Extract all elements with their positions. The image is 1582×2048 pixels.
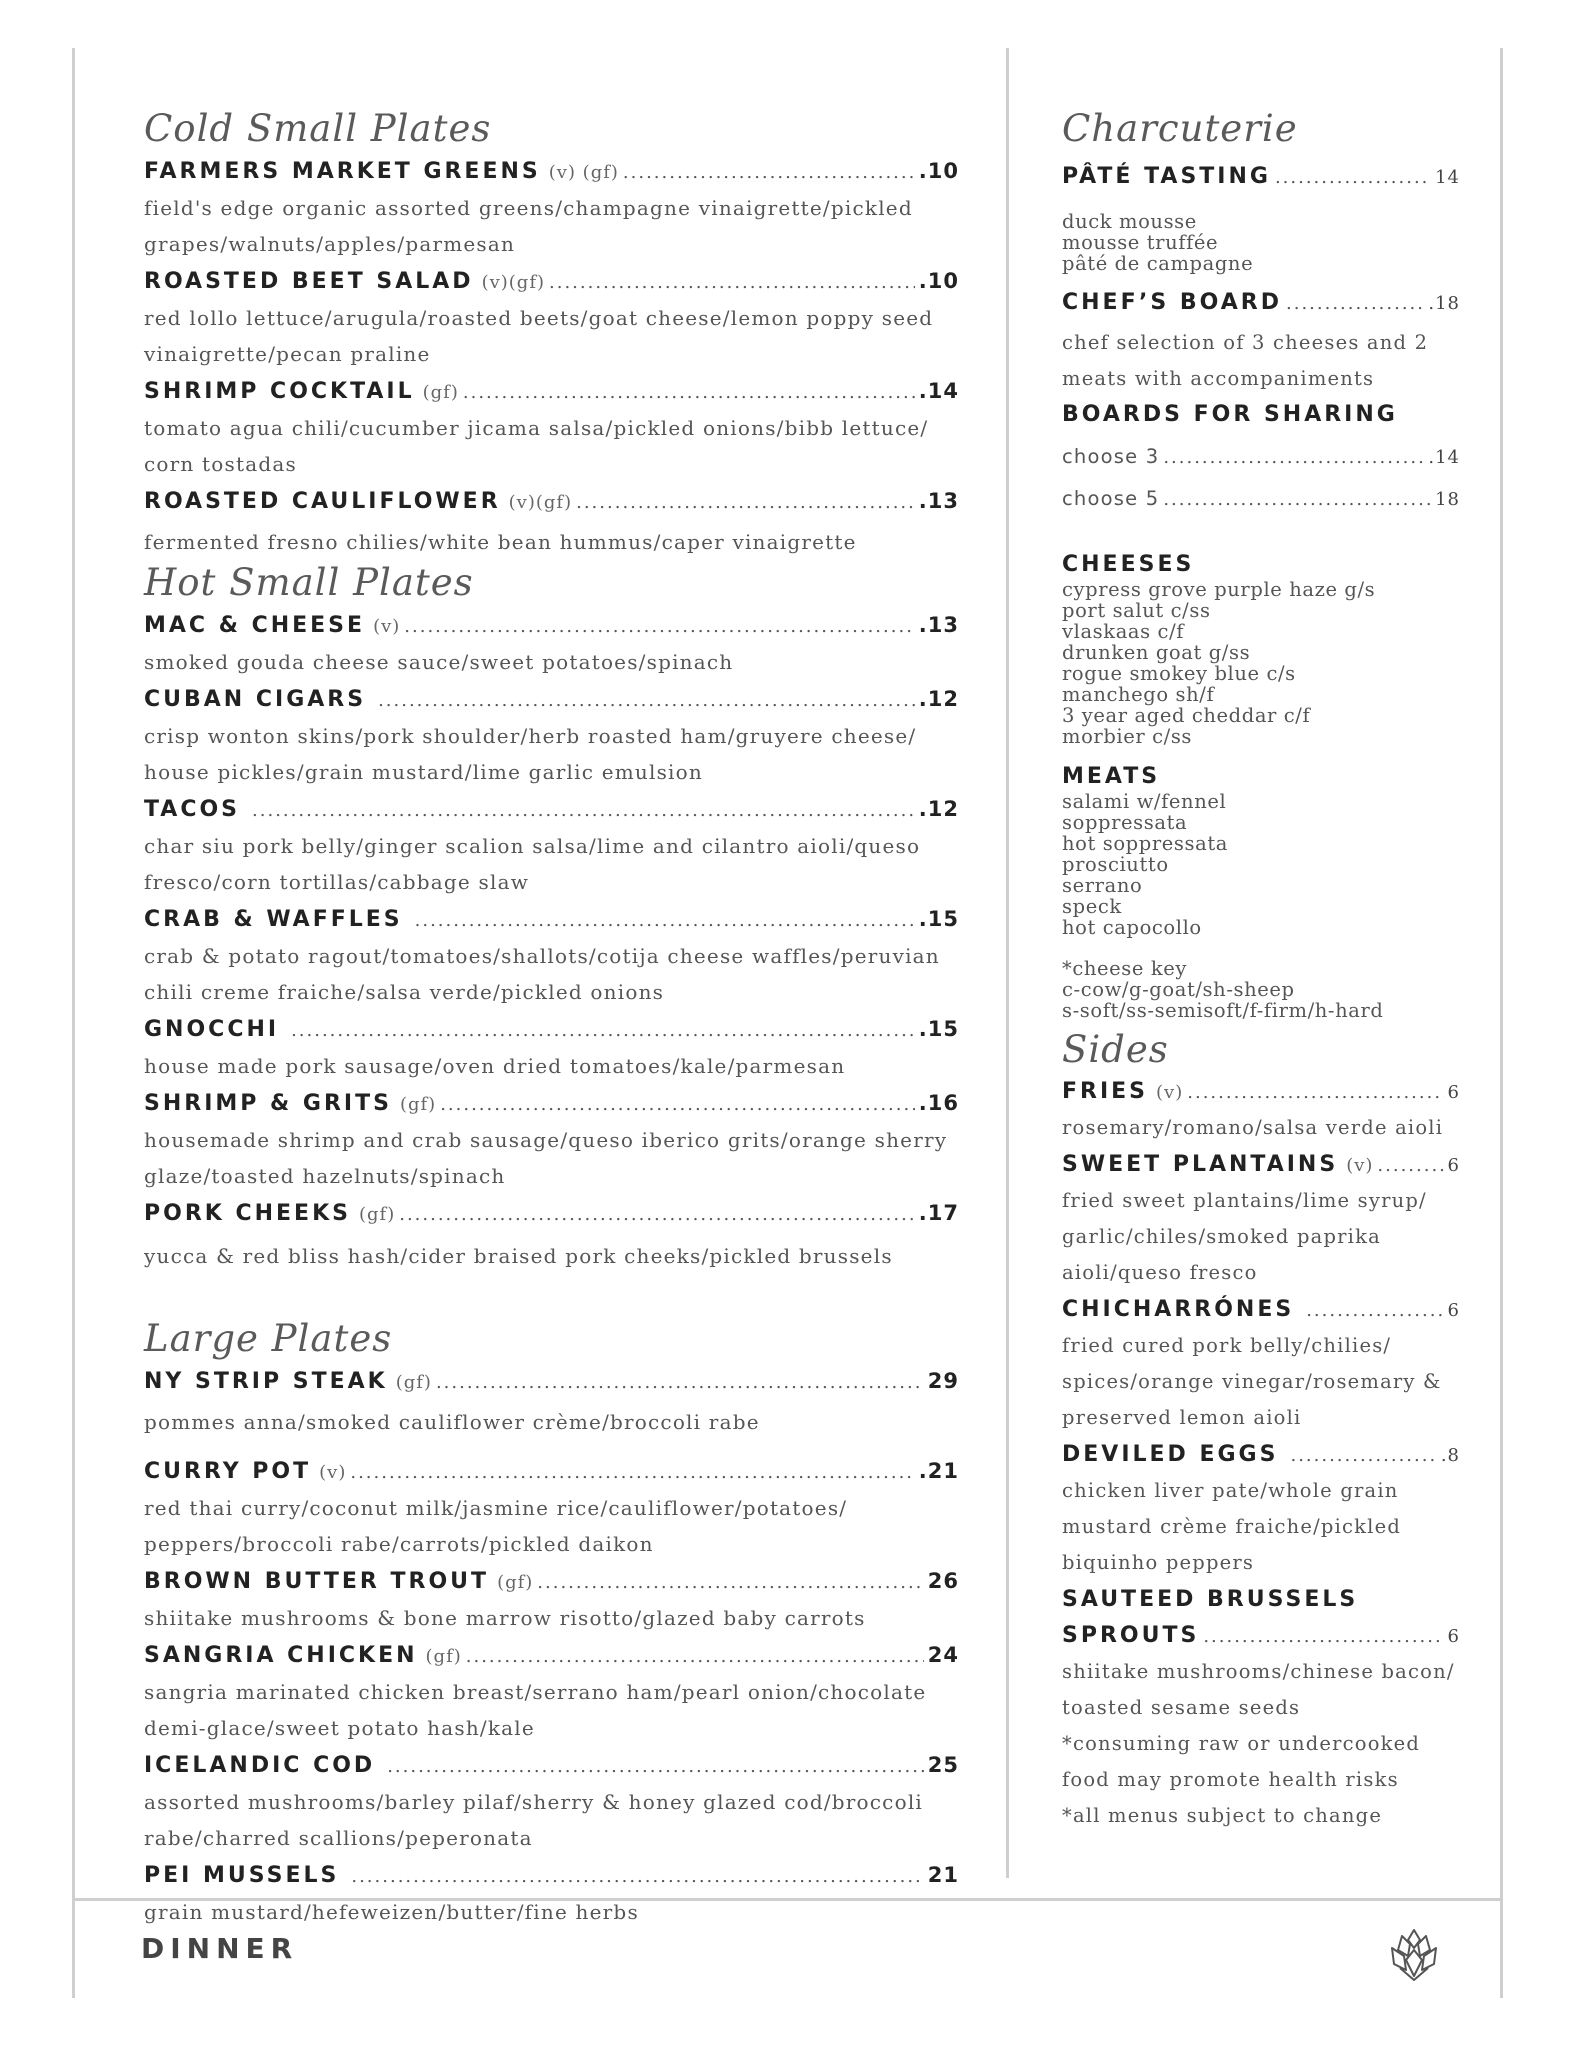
list-item: salami w/fennel (1062, 790, 1227, 813)
leader-dots (576, 486, 915, 520)
item-description: sangria marinated chicken breast/serrano ham/pearl onion/chocolate demi-glace/sweet potato hash/kale (144, 1680, 927, 1740)
leader-dots (1163, 483, 1431, 517)
item-price: 25 (927, 1753, 959, 1777)
artichoke-icon (1384, 1926, 1444, 1984)
item-price: 21 (927, 1863, 959, 1887)
item-name: CHEF’S BOARD (1062, 290, 1282, 315)
section-title-cold-small-plates: Cold Small Plates (144, 107, 492, 150)
item-name: CHICHARRÓNES (1062, 1297, 1295, 1322)
key-line: *cheese key (1062, 957, 1188, 980)
item-name: CURRY POT (144, 1459, 312, 1484)
item-price: 6 (1447, 1155, 1460, 1176)
list-item: mousse truffée (1062, 231, 1219, 254)
item-price: .21 (918, 1459, 959, 1483)
meats-heading: MEATS (1062, 764, 1161, 789)
cheeses-heading: CHEESES (1062, 552, 1195, 577)
item-description: grain mustard/hefeweizen/butter/fine herbs (144, 1900, 639, 1924)
menu-item (144, 792, 959, 900)
menu-item (144, 1748, 959, 1856)
note-menu-change: *all menus subject to change (1062, 1804, 1383, 1827)
item-description: assorted mushrooms/barley pilaf/sherry & honey glazed cod/broccoli rabe/charred scallions/peperonata (144, 1790, 924, 1850)
item-tag: (v) (gf) (548, 162, 619, 183)
item-price: 29 (927, 1369, 959, 1393)
menu-item (144, 682, 959, 790)
item-description: yucca & red bliss hash/cider braised pork cheeks/pickled brussels (144, 1244, 893, 1268)
item-description: shiitake mushrooms & bone marrow risotto/glazed baby carrots (144, 1606, 866, 1630)
section-title-hot-small-plates: Hot Small Plates (144, 561, 474, 604)
item-name: ROASTED BEET SALAD (144, 269, 474, 294)
item-name: CRAB & WAFFLES (144, 907, 403, 932)
leader-dots (252, 794, 915, 828)
menu-item (144, 608, 959, 680)
item-tag: (gf) (395, 1372, 432, 1393)
cheeses-list (1062, 551, 1460, 747)
leader-dots (436, 1366, 924, 1400)
menu-item (1062, 1075, 1460, 1146)
leader-dots (1286, 287, 1424, 321)
menu-item-chefs-board (1062, 286, 1460, 397)
menu-item-brussels (1062, 1583, 1460, 1726)
leader-dots (404, 610, 915, 644)
list-item: cypress grove purple haze g/s (1062, 578, 1376, 601)
item-name: MAC & CHEESE (144, 613, 366, 638)
item-name-cont: SPROUTS (1062, 1623, 1200, 1648)
item-price: .16 (918, 1091, 959, 1115)
item-price: 24 (927, 1643, 959, 1667)
item-name: CUBAN CIGARS (144, 687, 367, 712)
item-name: FARMERS MARKET GREENS (144, 159, 541, 184)
item-name: FRIES (1062, 1079, 1149, 1104)
list-item: pâté de campagne (1062, 252, 1254, 275)
board-price: .14 (1428, 447, 1460, 468)
item-name: PEI MUSSELS (144, 1863, 340, 1888)
menu-item (144, 1012, 959, 1084)
right-column (1062, 106, 1460, 1834)
board-option: choose 5 (1062, 487, 1160, 510)
menu-item (144, 1564, 959, 1636)
board-option: choose 3 (1062, 445, 1160, 468)
leader-dots (291, 1014, 915, 1048)
list-item: serrano (1062, 874, 1143, 897)
leader-dots (440, 1088, 915, 1122)
leader-dots (1290, 1439, 1436, 1473)
menu-item (144, 1364, 959, 1440)
item-price: 26 (927, 1569, 959, 1593)
leader-dots (415, 904, 915, 938)
item-description: chicken liver pate/whole grain mustard crème fraiche/pickled biquinho peppers (1062, 1479, 1402, 1574)
item-tag: (gf) (358, 1204, 396, 1225)
item-name: SWEET PLANTAINS (1062, 1152, 1339, 1177)
item-tag: (v) (319, 1462, 347, 1483)
leader-dots (1203, 1620, 1443, 1654)
leader-dots (378, 684, 915, 718)
item-price: .18 (1428, 293, 1460, 314)
item-description: field's edge organic assorted greens/champagne vinaigrette/pickled grapes/walnuts/apples/parmesan (144, 196, 913, 256)
list-item: prosciutto (1062, 853, 1169, 876)
item-description: shiitake mushrooms/chinese bacon/ toasted sesame seeds (1062, 1660, 1455, 1719)
list-item: drunken goat g/ss (1062, 641, 1251, 664)
leader-dots (466, 1640, 924, 1674)
boards-for-sharing (1062, 401, 1460, 517)
item-name: SHRIMP COCKTAIL (144, 379, 415, 404)
note-raw-food: *consuming raw or undercooked food may promote health risks (1062, 1732, 1421, 1791)
item-price: .13 (918, 613, 959, 637)
leader-dots (549, 266, 915, 300)
menu-item (144, 1858, 959, 1930)
menu-item (144, 1086, 959, 1194)
item-price: .12 (918, 797, 959, 821)
section-title-charcuterie: Charcuterie (1062, 107, 1298, 150)
list-item: hot capocollo (1062, 916, 1202, 939)
item-name: SANGRIA CHICKEN (144, 1643, 418, 1668)
boards-heading: BOARDS FOR SHARING (1062, 402, 1398, 427)
footer-title: DINNER (141, 1932, 299, 1965)
cheese-key (1062, 958, 1460, 1021)
menu-item (144, 1638, 959, 1746)
list-item: vlaskaas c/f (1062, 620, 1185, 643)
leader-dots (1275, 161, 1431, 195)
item-description: red thai curry/coconut milk/jasmine rice/cauliflower/potatoes/ peppers/broccoli rabe/carrots/pickled daikon (144, 1496, 848, 1556)
item-name: SAUTEED BRUSSELS (1062, 1587, 1359, 1612)
item-description: smoked gouda cheese sauce/sweet potatoes/spinach (144, 650, 734, 674)
item-name: DEVILED EGGS (1062, 1442, 1279, 1467)
menu-item (144, 264, 959, 372)
item-tag: (v) (1346, 1155, 1374, 1176)
item-price: 6 (1447, 1300, 1460, 1321)
item-tag: (gf) (399, 1094, 437, 1115)
leader-dots (1306, 1294, 1443, 1328)
item-tag: (v) (373, 616, 401, 637)
item-price: .10 (918, 159, 959, 183)
board-price: 18 (1435, 489, 1460, 510)
leader-dots (399, 1198, 915, 1232)
leader-dots (623, 156, 915, 190)
item-description: chef selection of 3 cheeses and 2 meats with accompaniments (1062, 331, 1429, 390)
item-price: 6 (1447, 1082, 1460, 1103)
leader-dots (537, 1566, 923, 1600)
frame-right-rule (1500, 48, 1503, 1998)
menu-item (144, 374, 959, 482)
leader-dots (387, 1750, 924, 1784)
item-price: .10 (918, 269, 959, 293)
item-name: ROASTED CAULIFLOWER (144, 489, 501, 514)
menu-item (144, 902, 959, 1010)
section-title-sides: Sides (1062, 1028, 1169, 1071)
list-item: speck (1062, 895, 1122, 918)
item-description: pommes anna/smoked cauliflower crème/broccoli rabe (144, 1410, 760, 1434)
item-description: crab & potato ragout/tomatoes/shallots/cotija cheese waffles/peruvian chili creme fraiche/salsa verde/pickled onions (144, 944, 940, 1004)
key-line: c-cow/g-goat/sh-sheep (1062, 978, 1295, 1001)
item-description: house made pork sausage/oven dried tomatoes/kale/parmesan (144, 1054, 846, 1078)
menu-item-pate (1062, 160, 1460, 274)
list-item: manchego sh/f (1062, 683, 1215, 706)
item-description: fried sweet plantains/lime syrup/ garlic/chiles/smoked paprika aioli/queso fresco (1062, 1189, 1427, 1284)
item-tag: (gf) (497, 1572, 534, 1593)
left-column (144, 106, 959, 1930)
item-description: fried cured pork belly/chilies/ spices/orange vinegar/rosemary & preserved lemon aioli (1062, 1334, 1442, 1429)
menu-item (1062, 1438, 1460, 1581)
item-price: .14 (918, 379, 959, 403)
menu-item (144, 484, 959, 560)
item-price: .15 (918, 1017, 959, 1041)
item-price: .8 (1440, 1445, 1460, 1466)
frame-left-rule (72, 48, 75, 1998)
menu-item (144, 1196, 959, 1274)
item-tag: (v)(gf) (508, 492, 573, 513)
item-tag: (gf) (425, 1646, 462, 1667)
section-title-large-plates: Large Plates (144, 1317, 393, 1360)
menu-item (144, 154, 959, 262)
item-name: PÂTÉ TASTING (1062, 164, 1271, 189)
key-line: s-soft/ss-semisoft/f-firm/h-hard (1062, 999, 1384, 1022)
list-item: port salut c/ss (1062, 599, 1211, 622)
list-item: soppressata (1062, 811, 1188, 834)
menu-item (144, 1454, 959, 1562)
item-description: housemade shrimp and crab sausage/queso iberico grits/orange sherry glaze/toasted hazelnuts/spinach (144, 1128, 948, 1188)
item-price: 6 (1447, 1626, 1460, 1647)
item-price: .17 (918, 1201, 959, 1225)
list-item: rogue smokey blue c/s (1062, 662, 1296, 685)
item-tag: (v)(gf) (481, 272, 546, 293)
leader-dots (463, 376, 915, 410)
menu-item (1062, 1148, 1460, 1291)
list-item: morbier c/ss (1062, 725, 1193, 748)
item-description: char siu pork belly/ginger scalion salsa/lime and cilantro aioli/queso fresco/corn tortillas/cabbage slaw (144, 834, 921, 894)
item-description: tomato agua chili/cucumber jicama salsa/pickled onions/bibb lettuce/ corn tostadas (144, 416, 929, 476)
item-name: PORK CHEEKS (144, 1201, 351, 1226)
column-divider (1006, 48, 1009, 1878)
item-tag: (v) (1156, 1082, 1184, 1103)
item-description: fermented fresno chilies/white bean hummus/caper vinaigrette (144, 530, 857, 554)
leader-dots (1187, 1076, 1443, 1110)
list-item: duck mousse (1062, 210, 1197, 233)
pate-list (1062, 211, 1460, 274)
item-price: .15 (918, 907, 959, 931)
leader-dots (350, 1456, 914, 1490)
leader-dots (351, 1860, 923, 1894)
item-name: ICELANDIC COD (144, 1753, 376, 1778)
meats-list (1062, 763, 1460, 938)
item-price: .13 (918, 489, 959, 513)
item-name: NY STRIP STEAK (144, 1369, 388, 1394)
item-description: red lollo lettuce/arugula/roasted beets/goat cheese/lemon poppy seed vinaigrette/pecan praline (144, 306, 934, 366)
leader-dots (1163, 441, 1424, 475)
item-tag: (gf) (422, 382, 459, 403)
item-description: crisp wonton skins/pork shoulder/herb roasted ham/gruyere cheese/ house pickles/grain mustard/lime garlic emulsion (144, 724, 917, 784)
item-price: .12 (918, 687, 959, 711)
menu-item (1062, 1293, 1460, 1436)
item-name: TACOS (144, 797, 241, 822)
leader-dots (1377, 1149, 1443, 1183)
item-description: rosemary/romano/salsa verde aioli (1062, 1116, 1444, 1139)
list-item: 3 year aged cheddar c/f (1062, 704, 1311, 727)
item-name: GNOCCHI (144, 1017, 280, 1042)
item-name: BROWN BUTTER TROUT (144, 1569, 490, 1594)
item-price: 14 (1435, 167, 1460, 188)
item-name: SHRIMP & GRITS (144, 1091, 392, 1116)
list-item: hot soppressata (1062, 832, 1229, 855)
